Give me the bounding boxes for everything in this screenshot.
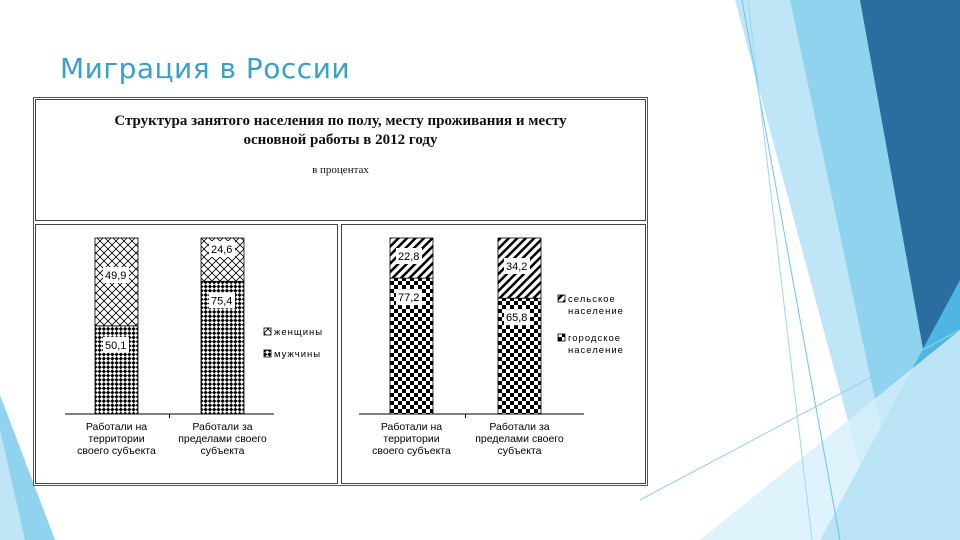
legend-swatch [264, 328, 271, 335]
data-label: 50,1 [105, 339, 127, 352]
legend-swatch [264, 350, 271, 357]
category-label: Работали за пределами своего субъекта [475, 421, 564, 457]
deco-pale-lower [700, 330, 960, 540]
chart-panel-gender [35, 224, 338, 484]
legend-swatch [558, 334, 565, 341]
data-label: 75,4 [211, 295, 233, 308]
data-label: 22,8 [398, 251, 420, 263]
chart-subtitle: в процентах [312, 164, 369, 176]
category-label: Работали на территории своего субъекта [77, 421, 156, 457]
legend-label: мужчины [274, 349, 322, 360]
legend-label: городское население [568, 333, 624, 356]
category-label: Работали на территории своего субъекта [372, 421, 451, 457]
category-label: Работали за пределами своего субъекта [178, 421, 267, 457]
data-label: 65,8 [506, 312, 528, 325]
data-label: 34,2 [506, 261, 528, 273]
legend-label: сельское население [568, 294, 624, 317]
legend-label: женщины [274, 327, 324, 338]
chart-gender-svg [36, 225, 337, 483]
data-label: 77,2 [398, 292, 420, 305]
data-label: 24,6 [211, 244, 233, 256]
chart-residence-svg [342, 225, 645, 483]
data-label: 49,9 [105, 270, 127, 282]
legend-swatch [558, 295, 565, 302]
chart-panel-residence [341, 224, 646, 484]
chart-header-box [35, 99, 646, 221]
slide-title: Миграция в России [60, 52, 351, 85]
chart-title: Структура занятого населения по полу, месту проживания и месту основной работы в 2012 году [114, 113, 567, 148]
chart-figure [33, 97, 648, 486]
